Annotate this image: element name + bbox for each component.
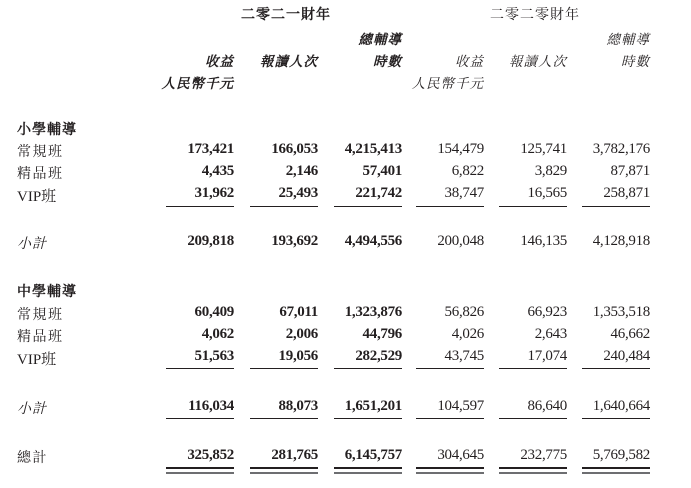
subtotal-revenue-fy2020: 104,597 [437,398,484,414]
col-hours-fy2020-line1: 總輔導 [606,32,650,48]
subtotal-revenue-fy2021: 209,818 [187,233,234,249]
cell-revenue-fy2021: 31,962 [194,185,234,201]
divider [582,418,650,419]
cell-enrollments-fy2020: 2,643 [534,326,567,342]
cell-enrollments-fy2021: 2,006 [285,326,318,342]
divider [499,368,567,369]
total-label: 總計 [17,450,48,466]
divider [499,206,567,207]
row-label: 精品班 [17,166,64,182]
cell-enrollments-fy2020: 3,829 [534,163,567,179]
cell-revenue-fy2021: 60,409 [194,304,234,320]
cell-hours-fy2021: 221,742 [355,185,402,201]
fy2020-header: 二零二零財年 [490,7,580,23]
col-revenue-unit-fy2020: 人民幣千元 [411,76,484,92]
divider [166,206,234,207]
col-revenue-unit-fy2021: 人民幣千元 [161,76,234,92]
fy2021-header: 二零二一財年 [241,7,331,23]
cell-enrollments-fy2021: 25,493 [278,185,318,201]
cell-revenue-fy2020: 154,479 [437,141,484,157]
cell-hours-fy2021: 57,401 [362,163,402,179]
col-enrollments-fy2021: 報讀人次 [260,54,318,70]
divider [250,368,318,369]
subtotal-label: 小計 [17,401,47,417]
divider [250,206,318,207]
total-hours-fy2020: 5,769,582 [592,447,650,463]
double-divider [499,467,567,474]
divider [582,206,650,207]
subtotal-hours-fy2020: 4,128,918 [592,233,650,249]
cell-enrollments-fy2020: 16,565 [527,185,567,201]
cell-revenue-fy2020: 43,745 [444,348,484,364]
cell-revenue-fy2020: 56,826 [444,304,484,320]
double-divider [166,467,234,474]
cell-hours-fy2020: 240,484 [603,348,650,364]
cell-enrollments-fy2020: 17,074 [527,348,567,364]
subtotal-revenue-fy2021: 116,034 [188,398,234,414]
total-revenue-fy2021: 325,852 [187,447,234,463]
divider [166,418,234,419]
cell-hours-fy2020: 46,662 [610,326,650,342]
divider [334,368,402,369]
cell-hours-fy2021: 282,529 [355,348,402,364]
row-label: 常規班 [17,144,64,160]
cell-hours-fy2020: 1,353,518 [592,304,650,320]
col-hours-fy2020-line2: 時數 [621,54,650,70]
subtotal-enrollments-fy2021: 193,692 [271,233,318,249]
divider [416,418,484,419]
section-title-primary: 小學輔導 [17,122,77,138]
divider [582,368,650,369]
section-title-secondary: 中學輔導 [17,284,77,300]
col-hours-fy2021-line2: 時數 [373,54,402,70]
row-label: 常規班 [17,307,64,323]
row-label: 精品班 [17,329,64,345]
total-enrollments-fy2020: 232,775 [520,447,567,463]
cell-revenue-fy2020: 38,747 [444,185,484,201]
double-divider [416,467,484,474]
divider [166,368,234,369]
cell-enrollments-fy2021: 19,056 [278,348,318,364]
double-divider [250,467,318,474]
row-label: VIP班 [17,189,57,205]
total-enrollments-fy2021: 281,765 [271,447,318,463]
cell-hours-fy2020: 258,871 [603,185,650,201]
cell-revenue-fy2021: 51,563 [194,348,234,364]
divider [499,418,567,419]
cell-hours-fy2021: 1,323,876 [344,304,402,320]
col-enrollments-fy2020: 報讀人次 [509,54,567,70]
col-revenue-fy2021: 收益 [205,54,234,70]
subtotal-label: 小計 [17,236,47,252]
double-divider [582,467,650,474]
col-revenue-fy2020: 收益 [455,54,484,70]
cell-revenue-fy2021: 4,435 [201,163,234,179]
cell-enrollments-fy2020: 125,741 [520,141,567,157]
cell-hours-fy2020: 3,782,176 [592,141,650,157]
cell-enrollments-fy2020: 66,923 [527,304,567,320]
total-hours-fy2021: 6,145,757 [344,447,402,463]
subtotal-enrollments-fy2020: 86,640 [527,398,567,414]
double-divider [334,467,402,474]
subtotal-hours-fy2021: 1,651,201 [344,398,402,414]
divider [416,206,484,207]
cell-enrollments-fy2021: 166,053 [271,141,318,157]
divider [416,368,484,369]
col-hours-fy2021-line1: 總輔導 [358,32,402,48]
subtotal-enrollments-fy2021: 88,073 [278,398,318,414]
divider [250,418,318,419]
total-revenue-fy2020: 304,645 [437,447,484,463]
cell-revenue-fy2020: 6,822 [451,163,484,179]
cell-hours-fy2020: 87,871 [610,163,650,179]
subtotal-enrollments-fy2020: 146,135 [520,233,567,249]
cell-hours-fy2021: 44,796 [362,326,402,342]
cell-enrollments-fy2021: 2,146 [285,163,318,179]
divider [334,206,402,207]
subtotal-hours-fy2020: 1,640,664 [592,398,650,414]
divider [334,418,402,419]
row-label: VIP班 [17,352,57,368]
cell-revenue-fy2020: 4,026 [451,326,484,342]
cell-hours-fy2021: 4,215,413 [344,141,402,157]
cell-revenue-fy2021: 173,421 [187,141,234,157]
subtotal-hours-fy2021: 4,494,556 [344,233,402,249]
cell-revenue-fy2021: 4,062 [201,326,234,342]
subtotal-revenue-fy2020: 200,048 [437,233,484,249]
cell-enrollments-fy2021: 67,011 [279,304,318,320]
